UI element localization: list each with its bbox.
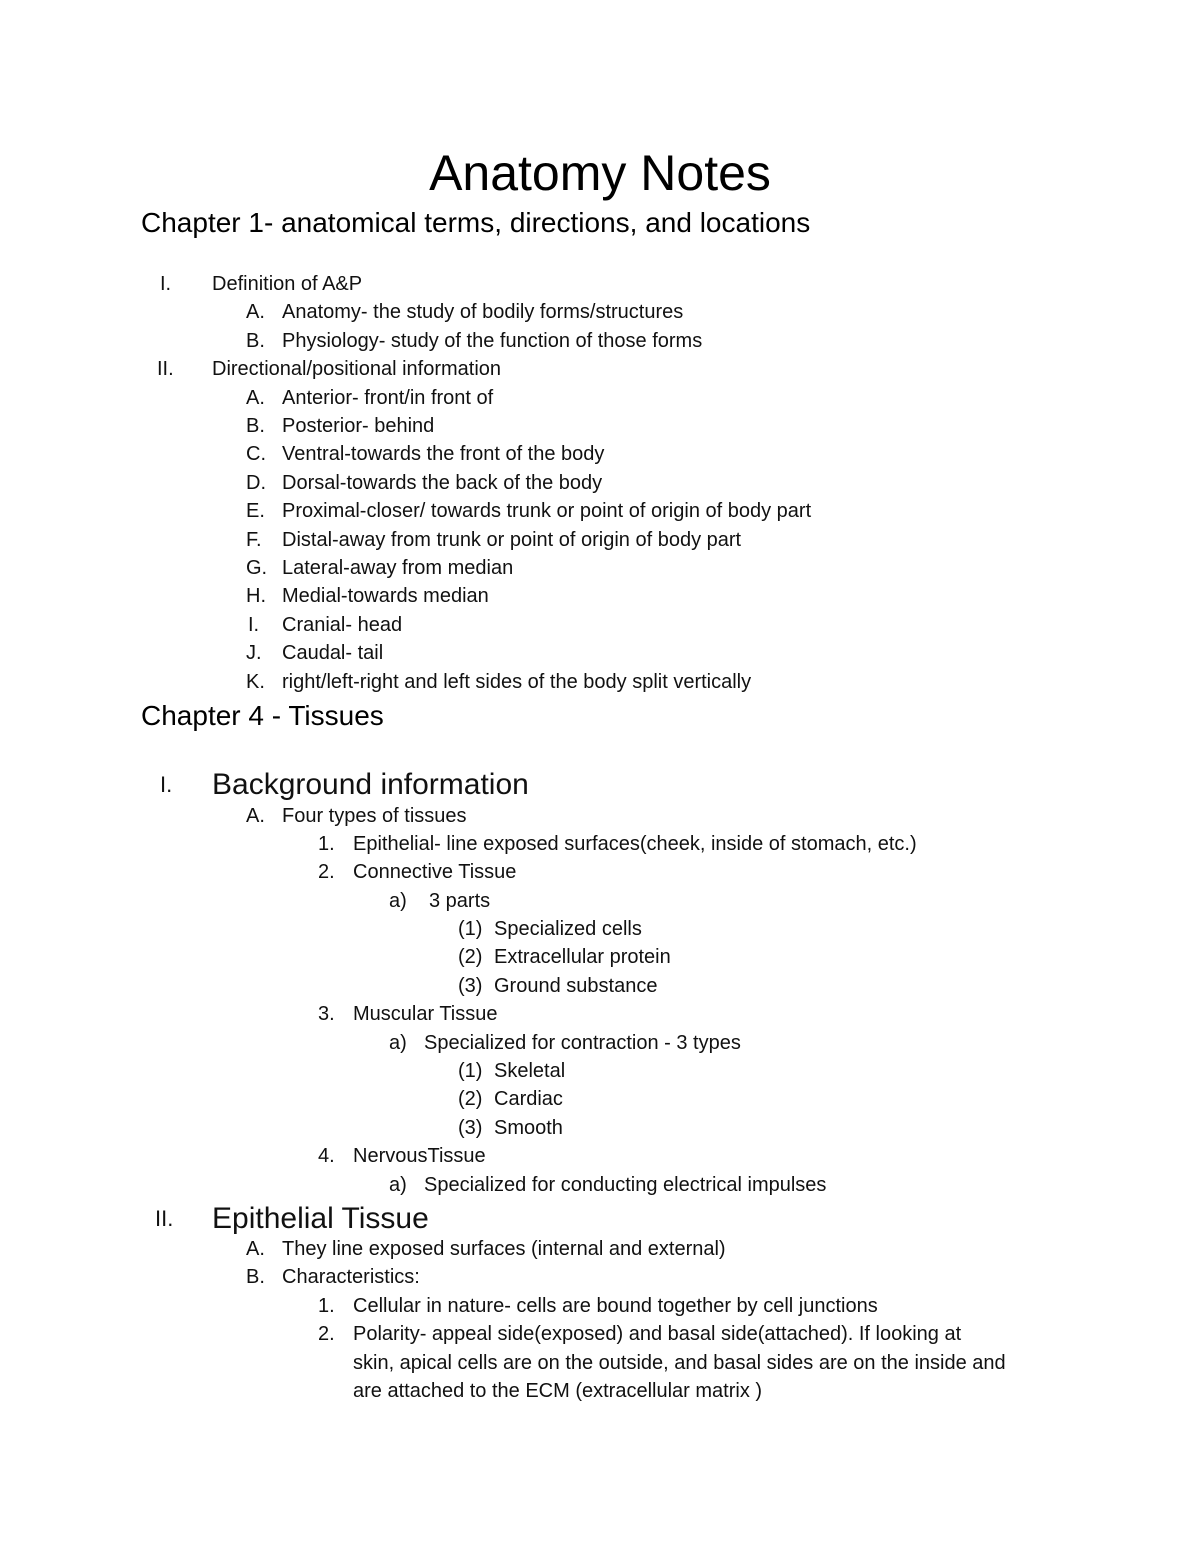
list-marker: B. <box>246 1266 265 1288</box>
list-text: Posterior- behind <box>282 415 435 437</box>
list-text: Epithelial- line exposed surfaces(cheek, inside of stomach, etc.) <box>353 833 917 855</box>
list-text: Definition of A&P <box>212 273 363 295</box>
outline-item <box>0 554 1200 582</box>
list-text: Characteristics: <box>282 1266 420 1288</box>
outline-item <box>0 1057 1200 1085</box>
list-marker: E. <box>246 500 265 522</box>
outline-item-continuation <box>0 1377 1200 1405</box>
outline-section-heading <box>0 1201 1200 1237</box>
list-marker: A. <box>246 1238 265 1260</box>
list-marker: a) <box>389 1174 407 1196</box>
outline-item-continuation <box>0 1349 1200 1377</box>
list-marker: II. <box>155 1206 174 1231</box>
list-text: Anterior- front/in front of <box>282 387 494 409</box>
list-marker: D. <box>246 472 266 494</box>
list-marker: 1. <box>318 1295 335 1317</box>
list-marker: (2) <box>458 1088 483 1110</box>
list-marker: K. <box>246 671 265 693</box>
outline-item <box>0 440 1200 468</box>
outline-item <box>0 802 1200 830</box>
document-title: Anatomy Notes <box>429 145 771 201</box>
outline-item <box>0 1235 1200 1263</box>
list-text: skin, apical cells are on the outside, and basal sides are on the inside and <box>353 1352 1006 1374</box>
outline-item <box>0 1114 1200 1142</box>
list-text: Skeletal <box>494 1060 566 1082</box>
outline-section-heading <box>0 767 1200 803</box>
list-marker: 2. <box>318 861 335 883</box>
list-text: 3 parts <box>429 890 491 912</box>
list-text: Extracellular protein <box>494 946 671 968</box>
outline-item <box>0 1292 1200 1320</box>
list-text: Smooth <box>494 1117 563 1139</box>
list-marker: II. <box>157 358 174 380</box>
list-text: Dorsal-towards the back of the body <box>282 472 603 494</box>
list-text: Ventral-towards the front of the body <box>282 443 605 465</box>
list-marker: A. <box>246 387 265 409</box>
list-text: Physiology- study of the function of those forms <box>282 330 703 352</box>
list-text: are attached to the ECM (extracellular matrix ) <box>353 1380 763 1402</box>
outline-item <box>0 1085 1200 1113</box>
list-marker: (3) <box>458 975 483 997</box>
outline-item <box>0 1263 1200 1291</box>
list-text: Distal-away from trunk or point of origin of body part <box>282 529 742 551</box>
list-marker: a) <box>389 890 407 912</box>
list-marker: C. <box>246 443 266 465</box>
chapter-4-heading: Chapter 4 - Tissues <box>141 700 384 731</box>
outline-item <box>0 972 1200 1000</box>
outline-item <box>0 1171 1200 1199</box>
list-text: Directional/positional information <box>212 358 502 380</box>
outline-item <box>0 526 1200 554</box>
list-text: Connective Tissue <box>353 861 517 883</box>
list-marker: F. <box>246 529 262 551</box>
list-text: Lateral-away from median <box>282 557 514 579</box>
outline-item <box>0 270 1200 298</box>
list-text: Ground substance <box>494 975 658 997</box>
list-marker: I. <box>248 614 260 636</box>
list-marker: (2) <box>458 946 483 968</box>
list-text: Background information <box>212 768 529 801</box>
outline-item <box>0 384 1200 412</box>
list-text: Polarity- appeal side(exposed) and basal side(attached). If looking at <box>353 1323 962 1345</box>
list-marker: (1) <box>458 1060 483 1082</box>
outline-item <box>0 639 1200 667</box>
list-marker: J. <box>246 642 262 664</box>
outline-item <box>0 1029 1200 1057</box>
list-marker: 4. <box>318 1145 335 1167</box>
outline-item <box>0 915 1200 943</box>
list-marker: B. <box>246 330 265 352</box>
list-text: NervousTissue <box>353 1145 486 1167</box>
outline-item <box>0 887 1200 915</box>
list-text: Proximal-closer/ towards trunk or point of origin of body part <box>282 500 812 522</box>
list-text: Epithelial Tissue <box>212 1202 429 1235</box>
outline-item <box>0 611 1200 639</box>
outline-item <box>0 497 1200 525</box>
list-marker: (3) <box>458 1117 483 1139</box>
list-marker: I. <box>160 273 172 295</box>
list-marker: A. <box>246 805 265 827</box>
outline-item <box>0 469 1200 497</box>
list-text: Anatomy- the study of bodily forms/structures <box>282 301 684 323</box>
list-marker: G. <box>246 557 268 579</box>
list-marker: A. <box>246 301 265 323</box>
outline-item <box>0 858 1200 886</box>
list-text: They line exposed surfaces (internal and external) <box>282 1238 726 1260</box>
outline-item <box>0 668 1200 696</box>
chapter-1-heading: Chapter 1- anatomical terms, directions, and locations <box>141 207 811 238</box>
list-text: Muscular Tissue <box>353 1003 498 1025</box>
outline-item <box>0 943 1200 971</box>
list-marker: a) <box>389 1032 407 1054</box>
outline-item <box>0 1142 1200 1170</box>
outline-item <box>0 1320 1200 1348</box>
list-text: Specialized for conducting electrical impulses <box>424 1174 827 1196</box>
list-marker: H. <box>246 585 266 607</box>
outline-item <box>0 412 1200 440</box>
outline-item <box>0 298 1200 326</box>
list-text: Specialized for contraction - 3 types <box>424 1032 741 1054</box>
list-text: Cranial- head <box>282 614 403 636</box>
list-marker: 2. <box>318 1323 335 1345</box>
list-text: Medial-towards median <box>282 585 489 607</box>
list-text: Four types of tissues <box>282 805 467 827</box>
outline-item <box>0 582 1200 610</box>
list-text: Cardiac <box>494 1088 563 1110</box>
list-marker: (1) <box>458 918 483 940</box>
list-text: right/left-right and left sides of the body split vertically <box>282 671 752 693</box>
list-text: Cellular in nature- cells are bound together by cell junctions <box>353 1295 878 1317</box>
outline-item <box>0 355 1200 383</box>
list-marker: 3. <box>318 1003 335 1025</box>
outline-item <box>0 830 1200 858</box>
list-marker: B. <box>246 415 265 437</box>
list-marker: 1. <box>318 833 335 855</box>
list-marker: I. <box>160 772 173 797</box>
outline-item <box>0 1000 1200 1028</box>
list-text: Specialized cells <box>494 918 642 940</box>
list-text: Caudal- tail <box>282 642 384 664</box>
outline-item <box>0 327 1200 355</box>
